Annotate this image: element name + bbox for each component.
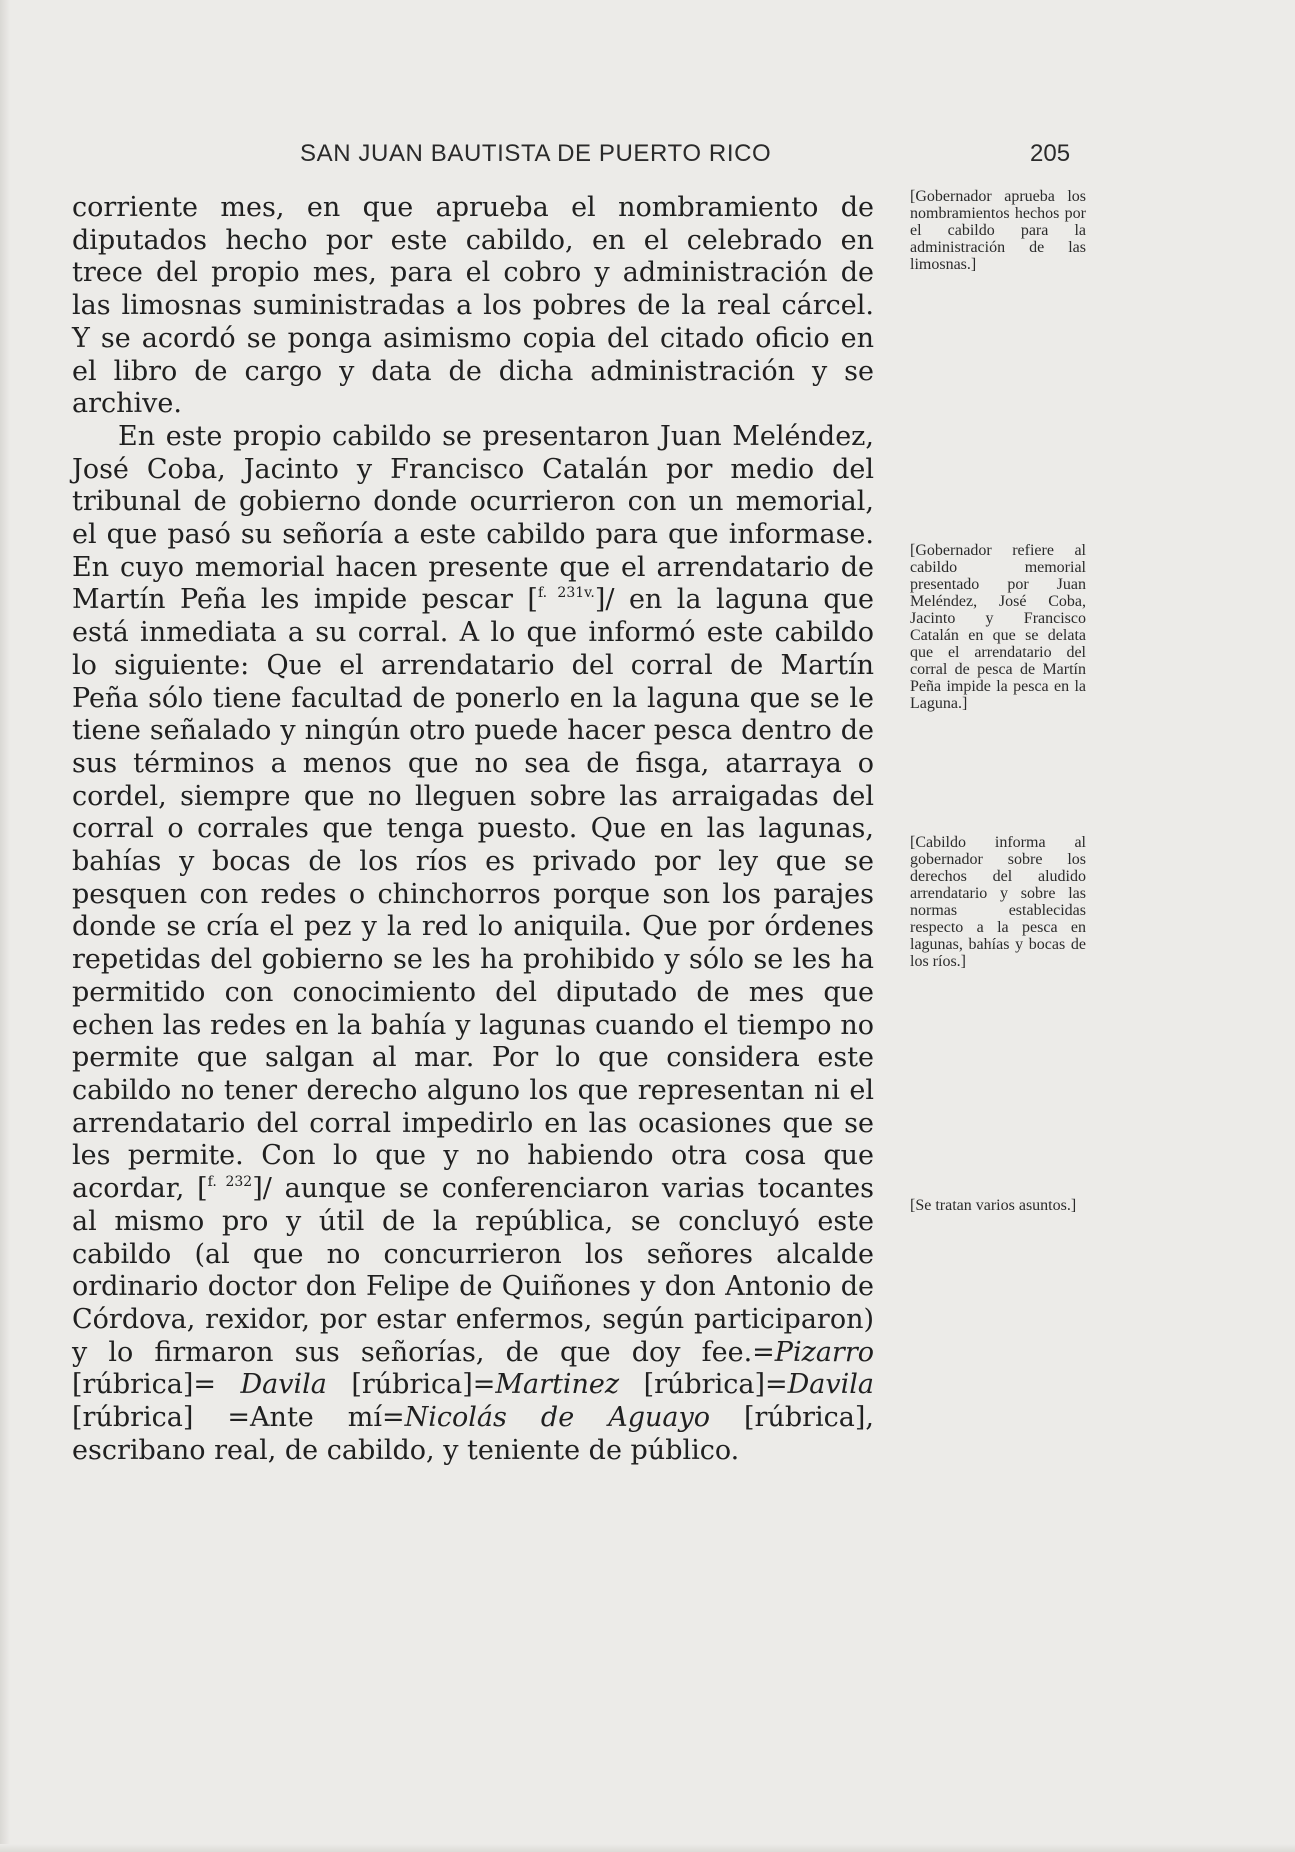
signature-pizarro: Pizarro xyxy=(774,1336,874,1368)
paragraph-2 xyxy=(72,421,874,1468)
paragraph-2-part-a: En este propio cabildo se presentaron Juan Meléndez, José Coba, Jacinto y Francisco Catalán por medio del tribunal de gobierno donde ocurrieron con un memorial, el que pasó su señoría a este cabildo para que informase. En cuyo memorial hacen presente que el arrendatario de Martín Peña les impide pescar [ xyxy=(72,420,874,616)
paragraph-2-part-c: ]/ aunque se conferenciaron varias tocantes al mismo pro y útil de la república, se concluyó este cabildo (al que no concurrieron los señores alcalde ordinario doctor don Felipe de Quiñones y don Antonio de Córdova, rexidor, por estar enfermos, según participaron) y lo firmaron sus señorías, de que doy fee.= xyxy=(72,1173,875,1368)
paragraph-1: corriente mes, en que aprueba el nombramiento de diputados hecho por este cabildo, en el celebrado en trece del propio mes, para el cobro y administración de las limosnas suministradas a los pobres de la real cárcel. Y se acordó se ponga asimismo copia del citado oficio en el libro de cargo y data de dicha administración y se archive. xyxy=(72,192,874,420)
margin-note-3: [Cabildo informa al gobernador sobre los derechos del aludido arrendatario y sobre las normas establecidas respecto a la pesca en lagunas, bahías y bocas de los ríos.] xyxy=(910,834,1086,970)
page-number: 205 xyxy=(1030,140,1071,167)
running-header-title: SAN JUAN BAUTISTA DE PUERTO RICO xyxy=(300,140,772,167)
signature-aguayo: Nicolás de Aguayo xyxy=(404,1402,710,1434)
rubrica-4: [rúbrica] =Ante mí= xyxy=(72,1402,405,1434)
signature-davila-2: Davila xyxy=(787,1369,874,1401)
main-text-column xyxy=(72,192,874,1467)
margin-note-2: [Gobernador refiere al cabildo memorial presentado por Juan Meléndez, José Coba, Jacinto y Francisco Catalán en que se delata que el arrendatario del corral de pesca de Martín Peña impide la pesca en la Laguna.] xyxy=(910,542,1086,712)
signature-martinez: Martinez xyxy=(495,1369,620,1401)
rubrica-3: [rúbrica]= xyxy=(619,1369,788,1401)
margin-note-4: [Se tratan varios asuntos.] xyxy=(910,1197,1077,1214)
margin-note-1: [Gobernador aprueba los nombramientos hechos por el cabildo para la administración de las limosnas.] xyxy=(910,188,1086,273)
scan-edge-left xyxy=(0,0,10,1852)
rubrica-1: [rúbrica]= xyxy=(72,1369,241,1401)
rubrica-2: [rúbrica]= xyxy=(326,1369,496,1401)
paragraph-2-part-b: ]/ en la laguna que está inmediata a su corral. A lo que informó este cabildo lo siguiente: Que el arrendatario del corral de Martín Peña sólo tiene facultad de ponerlo en la laguna que se le tiene señalado y ningún otro puede hacer pesca dentro de sus términos a menos que no sea de fisga, atarraya o cordel, siempre que no lleguen sobre las arraigadas del corral o corrales que tenga puesto. Que en las lagunas, bahías y bocas de los ríos es privado por ley que se pesquen con redes o chinchorros porque son los parajes donde se cría el pez y la red lo aniquila. Que por órdenes repetidas del gobierno se les ha prohibido y sólo se les ha permitido con conocimiento del diputado de mes que echen las redes en la bahía y lagunas cuando el tiempo no permite que salgan al mar. Por lo que considera este cabildo no tener derecho alguno los que representan ni el arrendatario del corral impedirlo en las ocasiones que se les permite. Con lo que y no habiendo otra cosa que acordar, [ xyxy=(72,584,874,1205)
scan-edge-bottom xyxy=(0,1844,1295,1852)
signature-davila-1: Davila xyxy=(240,1369,327,1401)
closing-text: [rúbrica], escribano real, de cabildo, y teniente de público. xyxy=(72,1402,874,1466)
folio-marker-232: f. 232 xyxy=(207,1174,253,1191)
folio-marker-231v: f. 231v. xyxy=(537,585,595,602)
